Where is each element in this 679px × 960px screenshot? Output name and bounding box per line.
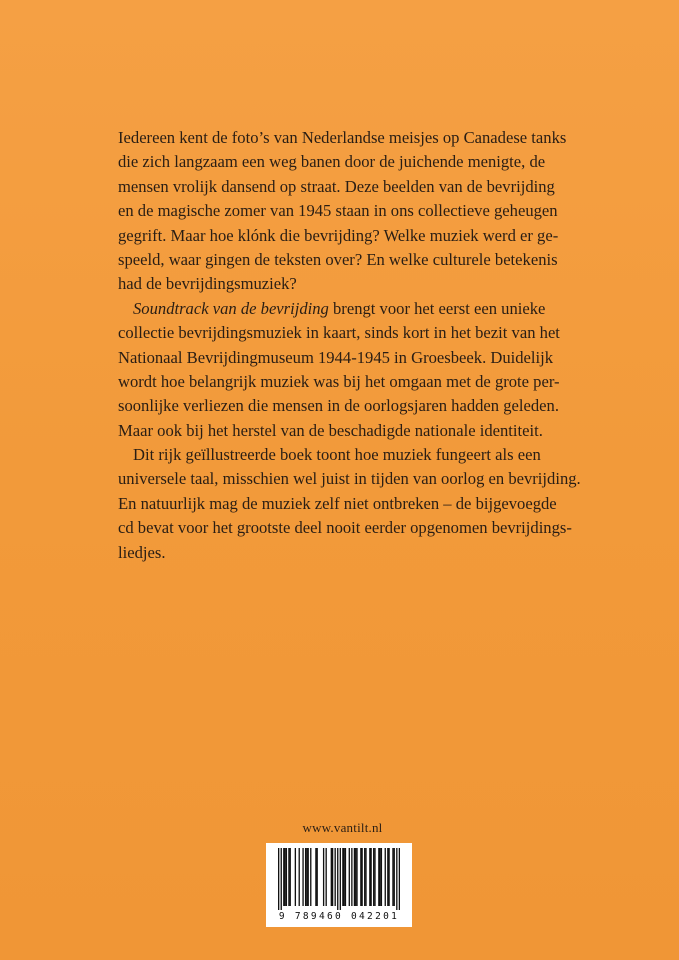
blurb-line: liedjes. <box>118 542 166 562</box>
barcode-bar <box>326 848 327 906</box>
blurb-line: speeld, waar gingen de teksten over? En welke culturele betekenis <box>118 249 558 269</box>
blurb-line: Maar ook bij het herstel van de beschadigde nationale identiteit. <box>118 420 543 440</box>
barcode-bar <box>361 848 362 906</box>
publisher-url <box>0 820 679 836</box>
blurb-line <box>118 297 588 321</box>
barcode-bar <box>283 848 284 906</box>
blurb-line: En natuurlijk mag de muziek zelf niet ontbreken – de bijgevoegde <box>118 493 557 513</box>
barcode-bar <box>370 848 371 906</box>
blurb-line: Nationaal Bevrijdingmuseum 1944-1945 in Groesbeek. Duidelijk <box>118 347 554 367</box>
barcode-bar <box>364 848 365 906</box>
barcode-bar <box>354 848 355 906</box>
publisher-url-text: www.vantilt.nl <box>302 820 383 835</box>
barcode-bar <box>385 848 386 906</box>
blurb-line-rest: brengt voor het eerst een unieke <box>328 298 546 318</box>
barcode-bar <box>288 848 289 906</box>
blurb-line: universele taal, misschien wel juist in tijden van oorlog en bevrijding. <box>118 469 581 489</box>
barcode-bar <box>396 848 397 910</box>
barcode-bar <box>306 848 307 906</box>
barcode <box>266 843 412 927</box>
barcode-bar <box>373 848 374 906</box>
barcode-bar <box>295 848 296 906</box>
barcode-bar <box>365 848 366 906</box>
barcode-bar <box>374 848 375 906</box>
blurb-line: Dit rijk geïllustreerde boek toont hoe muziek fungeert als een <box>133 445 541 465</box>
blurb-text <box>118 126 588 565</box>
book-title-italic: Soundtrack van de bevrijding <box>133 298 329 318</box>
barcode-bars <box>278 848 400 910</box>
barcode-bar <box>310 848 311 906</box>
barcode-bar <box>284 848 285 906</box>
barcode-bar <box>278 848 279 910</box>
barcode-bar <box>337 848 338 910</box>
blurb-line: en de magische zomer van 1945 staan in ons collectieve geheugen <box>118 201 558 221</box>
barcode-bar <box>381 848 382 906</box>
barcode-bar <box>308 848 309 906</box>
barcode-bar <box>331 848 332 906</box>
blurb-line: collectie bevrijdingsmuziek in kaart, sinds kort in het bezit van het <box>118 323 560 343</box>
blurb-line: Iedereen kent de foto’s van Nederlandse meisjes op Canadese tanks <box>118 128 567 147</box>
barcode-bar <box>379 848 380 906</box>
blurb-line: soonlijke verliezen die mensen in de oorlogsjaren hadden geleden. <box>118 396 559 416</box>
barcode-bar <box>392 848 393 906</box>
barcode-bar <box>345 848 346 906</box>
barcode-bar <box>387 848 388 906</box>
blurb-line: cd bevat voor het grootste deel nooit eerder opgenomen bevrijdings- <box>118 518 572 538</box>
barcode-bar <box>290 848 291 906</box>
barcode-bar <box>335 848 336 906</box>
barcode-bar <box>305 848 306 906</box>
barcode-bar <box>332 848 333 906</box>
barcode-bar <box>378 848 379 906</box>
barcode-bar <box>360 848 361 906</box>
blurb-line: die zich langzaam een weg banen door de juichende menigte, de <box>118 152 546 172</box>
barcode-bar <box>369 848 370 906</box>
blurb-line: wordt hoe belangrijk muziek was bij het omgaan met de grote per- <box>118 371 560 391</box>
barcode-bar <box>340 848 341 910</box>
blurb-line: mensen vrolijk dansend op straat. Deze beelden van de bevrijding <box>118 176 555 196</box>
isbn-number: 9 789460 042201 <box>278 911 400 922</box>
barcode-bar <box>323 848 324 906</box>
barcode-bar <box>343 848 344 906</box>
blurb-line: had de bevrijdingsmuziek? <box>118 274 297 294</box>
barcode-bar <box>394 848 395 906</box>
barcode-bar <box>286 848 287 906</box>
barcode-bar <box>317 848 318 906</box>
barcode-bar <box>299 848 300 906</box>
barcode-bar <box>302 848 303 906</box>
barcode-bar <box>342 848 343 906</box>
barcode-bar <box>356 848 357 906</box>
barcode-bar <box>281 848 282 910</box>
barcode-bar <box>355 848 356 906</box>
barcode-bar <box>388 848 389 906</box>
blurb-line: gegrift. Maar hoe klónk die bevrijding? Welke muziek werd er ge- <box>118 225 559 245</box>
barcode-bar <box>399 848 400 910</box>
barcode-bar <box>349 848 350 906</box>
barcode-bar <box>351 848 352 906</box>
barcode-bar <box>315 848 316 906</box>
